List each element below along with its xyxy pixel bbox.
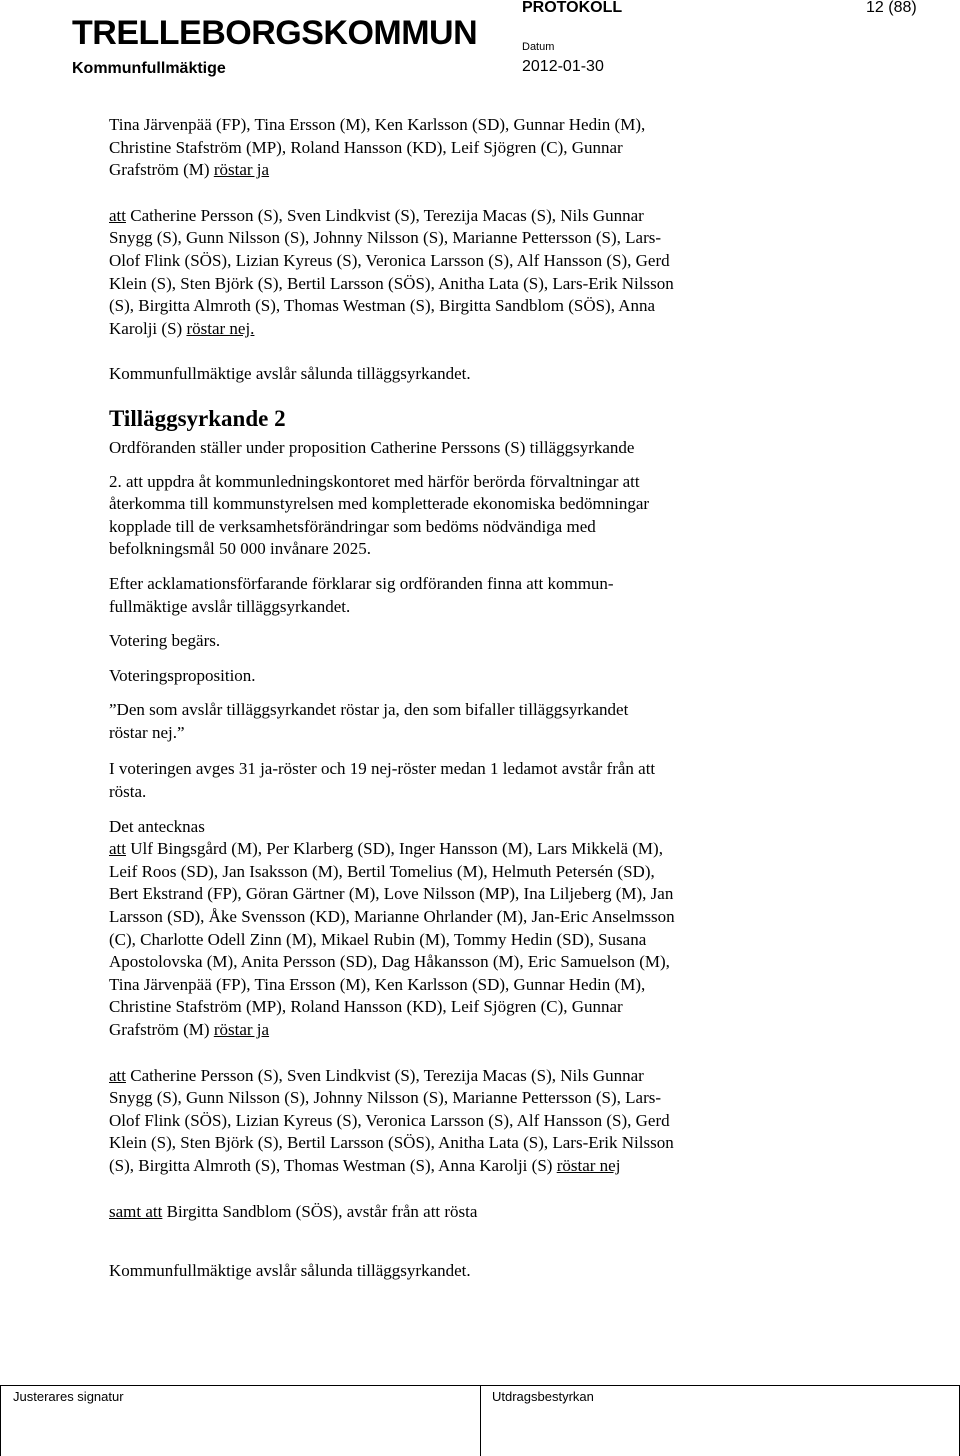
proposition-text: Ordföranden ställer under proposition Catherine Perssons (S) tilläggsyrkande [109, 437, 635, 457]
vote-block-no-2 [109, 1065, 809, 1178]
acclamation-text [109, 573, 809, 618]
text-fragment: Birgitta Sandblom (SÖS), avstår från att rösta [166, 1201, 478, 1221]
text-line: (C), Charlotte Odell Zinn (M), Mikael Rubin (M), Tommy Hedin (SD), Susana [109, 929, 647, 949]
text-line: Olof Flink (SÖS), Lizian Kyreus (S), Veronica Larsson (S), Alf Hansson (S), Gerd [109, 250, 670, 270]
doc-type: PROTOKOLL [522, 0, 623, 16]
text-line: rösta. [109, 782, 147, 802]
text-line [109, 1019, 809, 1042]
att-label: att [109, 839, 126, 859]
text-fragment: Grafström (M) [109, 1020, 210, 1039]
proposal-text [109, 471, 809, 561]
text-line [109, 159, 809, 182]
text-line: (S), Birgitta Almroth (S), Thomas Westman (S), Birgitta Sandblom (SÖS), Anna [109, 296, 656, 316]
protocol-body [109, 114, 809, 1283]
certification-label: Utdragsbestyrkan [492, 1389, 594, 1404]
text-line: Bert Ekstrand (FP), Göran Gärtner (M), Love Nilsson (MP), Ina Liljeberg (M), Jan [109, 884, 674, 904]
vote-yes-label: röstar ja [213, 1020, 270, 1039]
text-line: Larsson (SD), Åke Svensson (KD), Marianne Ohrlander (M), Jan-Eric Anselmsson [109, 907, 675, 927]
abstain-prefix: samt att [109, 1201, 163, 1221]
text-line [109, 1155, 809, 1178]
text-line: återkomma till kommunstyrelsen med kompletterade ekonomiska bedömningar [109, 494, 650, 514]
text-fragment: (S), Birgitta Almroth (S), Thomas Westman (S), Anna Karolji (S) [109, 1155, 553, 1175]
footer-border-left [0, 1385, 1, 1456]
decision-text: Kommunfullmäktige avslår sålunda tilläggsyrkandet. [109, 1261, 471, 1281]
vote-result-text [109, 758, 809, 803]
vote-block-yes-1 [109, 114, 809, 182]
date-label: Datum [522, 41, 555, 53]
vote-requested-text: Votering begärs. [109, 631, 221, 651]
text-line: Efter acklamationsförfarande förklarar sig ordföranden finna att kommun- [109, 573, 614, 593]
att-label: att [109, 205, 126, 225]
text-line: Olof Flink (SÖS), Lizian Kyreus (S), Veronica Larsson (S), Alf Hansson (S), Gerd [109, 1110, 670, 1130]
vote-no-label: röstar nej [556, 1155, 621, 1175]
text-line: röstar nej.” [109, 722, 185, 742]
text-line: I voteringen avges 31 ja-röster och 19 nej-röster medan 1 ledamot avstår från att [109, 759, 656, 779]
municipality-logo: TRELLEBORGSKOMMUN [72, 14, 478, 52]
vote-block-no-1 [109, 205, 809, 341]
text-line: Christine Stafström (MP), Roland Hansson (KD), Leif Sjögren (C), Gunnar [109, 997, 623, 1017]
vote-proposition-text [109, 699, 809, 744]
text-line: Apostolovska (M), Anita Persson (SD), Dag Håkansson (M), Eric Samuelson (M), [109, 952, 670, 972]
vote-proposition-label: Voteringsproposition. [109, 665, 256, 685]
text-line [109, 318, 809, 341]
footer-border-middle [480, 1385, 481, 1456]
text-line: Tina Järvenpää (FP), Tina Ersson (M), Ken Karlsson (SD), Gunnar Hedin (M), [109, 974, 646, 994]
text-fragment: Ulf Bingsgård (M), Per Klarberg (SD), Inger Hansson (M), Lars Mikkelä (M), [130, 839, 663, 859]
vote-yes-label: röstar ja [213, 160, 270, 180]
text-line: ”Den som avslår tilläggsyrkandet röstar ja, den som bifaller tilläggsyrkandet [109, 700, 629, 720]
att-label: att [109, 1065, 126, 1085]
text-line: Klein (S), Sten Björk (S), Bertil Larsson (SÖS), Anitha Lata (S), Lars-Erik Nilsson [109, 273, 674, 293]
decision-text: Kommunfullmäktige avslår sålunda tilläggsyrkandet. [109, 364, 471, 384]
text-line [109, 205, 809, 228]
noted-label: Det antecknas [109, 816, 205, 836]
date-value: 2012-01-30 [522, 58, 604, 75]
text-line: Snygg (S), Gunn Nilsson (S), Johnny Nilsson (S), Marianne Pettersson (S), Lars- [109, 228, 662, 248]
text-line: Snygg (S), Gunn Nilsson (S), Johnny Nilsson (S), Marianne Pettersson (S), Lars- [109, 1088, 662, 1108]
signature-label: Justerares signatur [13, 1389, 124, 1404]
text-fragment: Karolji (S) [109, 318, 183, 338]
text-line: Christine Stafström (MP), Roland Hansson (KD), Leif Sjögren (C), Gunnar [109, 137, 623, 157]
section-heading: Tilläggsyrkande 2 [109, 405, 286, 431]
text-fragment: Catherine Persson (S), Sven Lindkvist (S), Terezija Macas (S), Nils Gunnar [130, 205, 644, 225]
text-line: fullmäktige avslår tilläggsyrkandet. [109, 596, 351, 616]
text-fragment: Catherine Persson (S), Sven Lindkvist (S), Terezija Macas (S), Nils Gunnar [130, 1065, 644, 1085]
text-line [109, 838, 809, 861]
text-line [109, 1065, 809, 1088]
text-line: Tina Järvenpää (FP), Tina Ersson (M), Ken Karlsson (SD), Gunnar Hedin (M), [109, 115, 646, 134]
text-line: 2. att uppdra åt kommunledningskontoret med härför berörda förvaltningar att [109, 471, 640, 491]
text-line: Leif Roos (SD), Jan Isaksson (M), Bertil Tomelius (M), Helmuth Petersén (SD), [109, 861, 655, 881]
text-line: befolkningsmål 50 000 invånare 2025. [109, 539, 372, 559]
text-fragment: Grafström (M) [109, 160, 210, 180]
text-line: Klein (S), Sten Björk (S), Bertil Larsson (SÖS), Anitha Lata (S), Lars-Erik Nilsson [109, 1133, 674, 1153]
vote-block-yes-2 [109, 838, 809, 1041]
body-name: Kommunfullmäktige [72, 60, 226, 77]
text-line: kopplade till de verksamhetsförändringar som bedöms nödvändiga med [109, 516, 596, 536]
vote-no-label: röstar nej. [186, 318, 255, 338]
abstain-text [109, 1201, 809, 1224]
page-number: 12 (88) [866, 0, 917, 16]
